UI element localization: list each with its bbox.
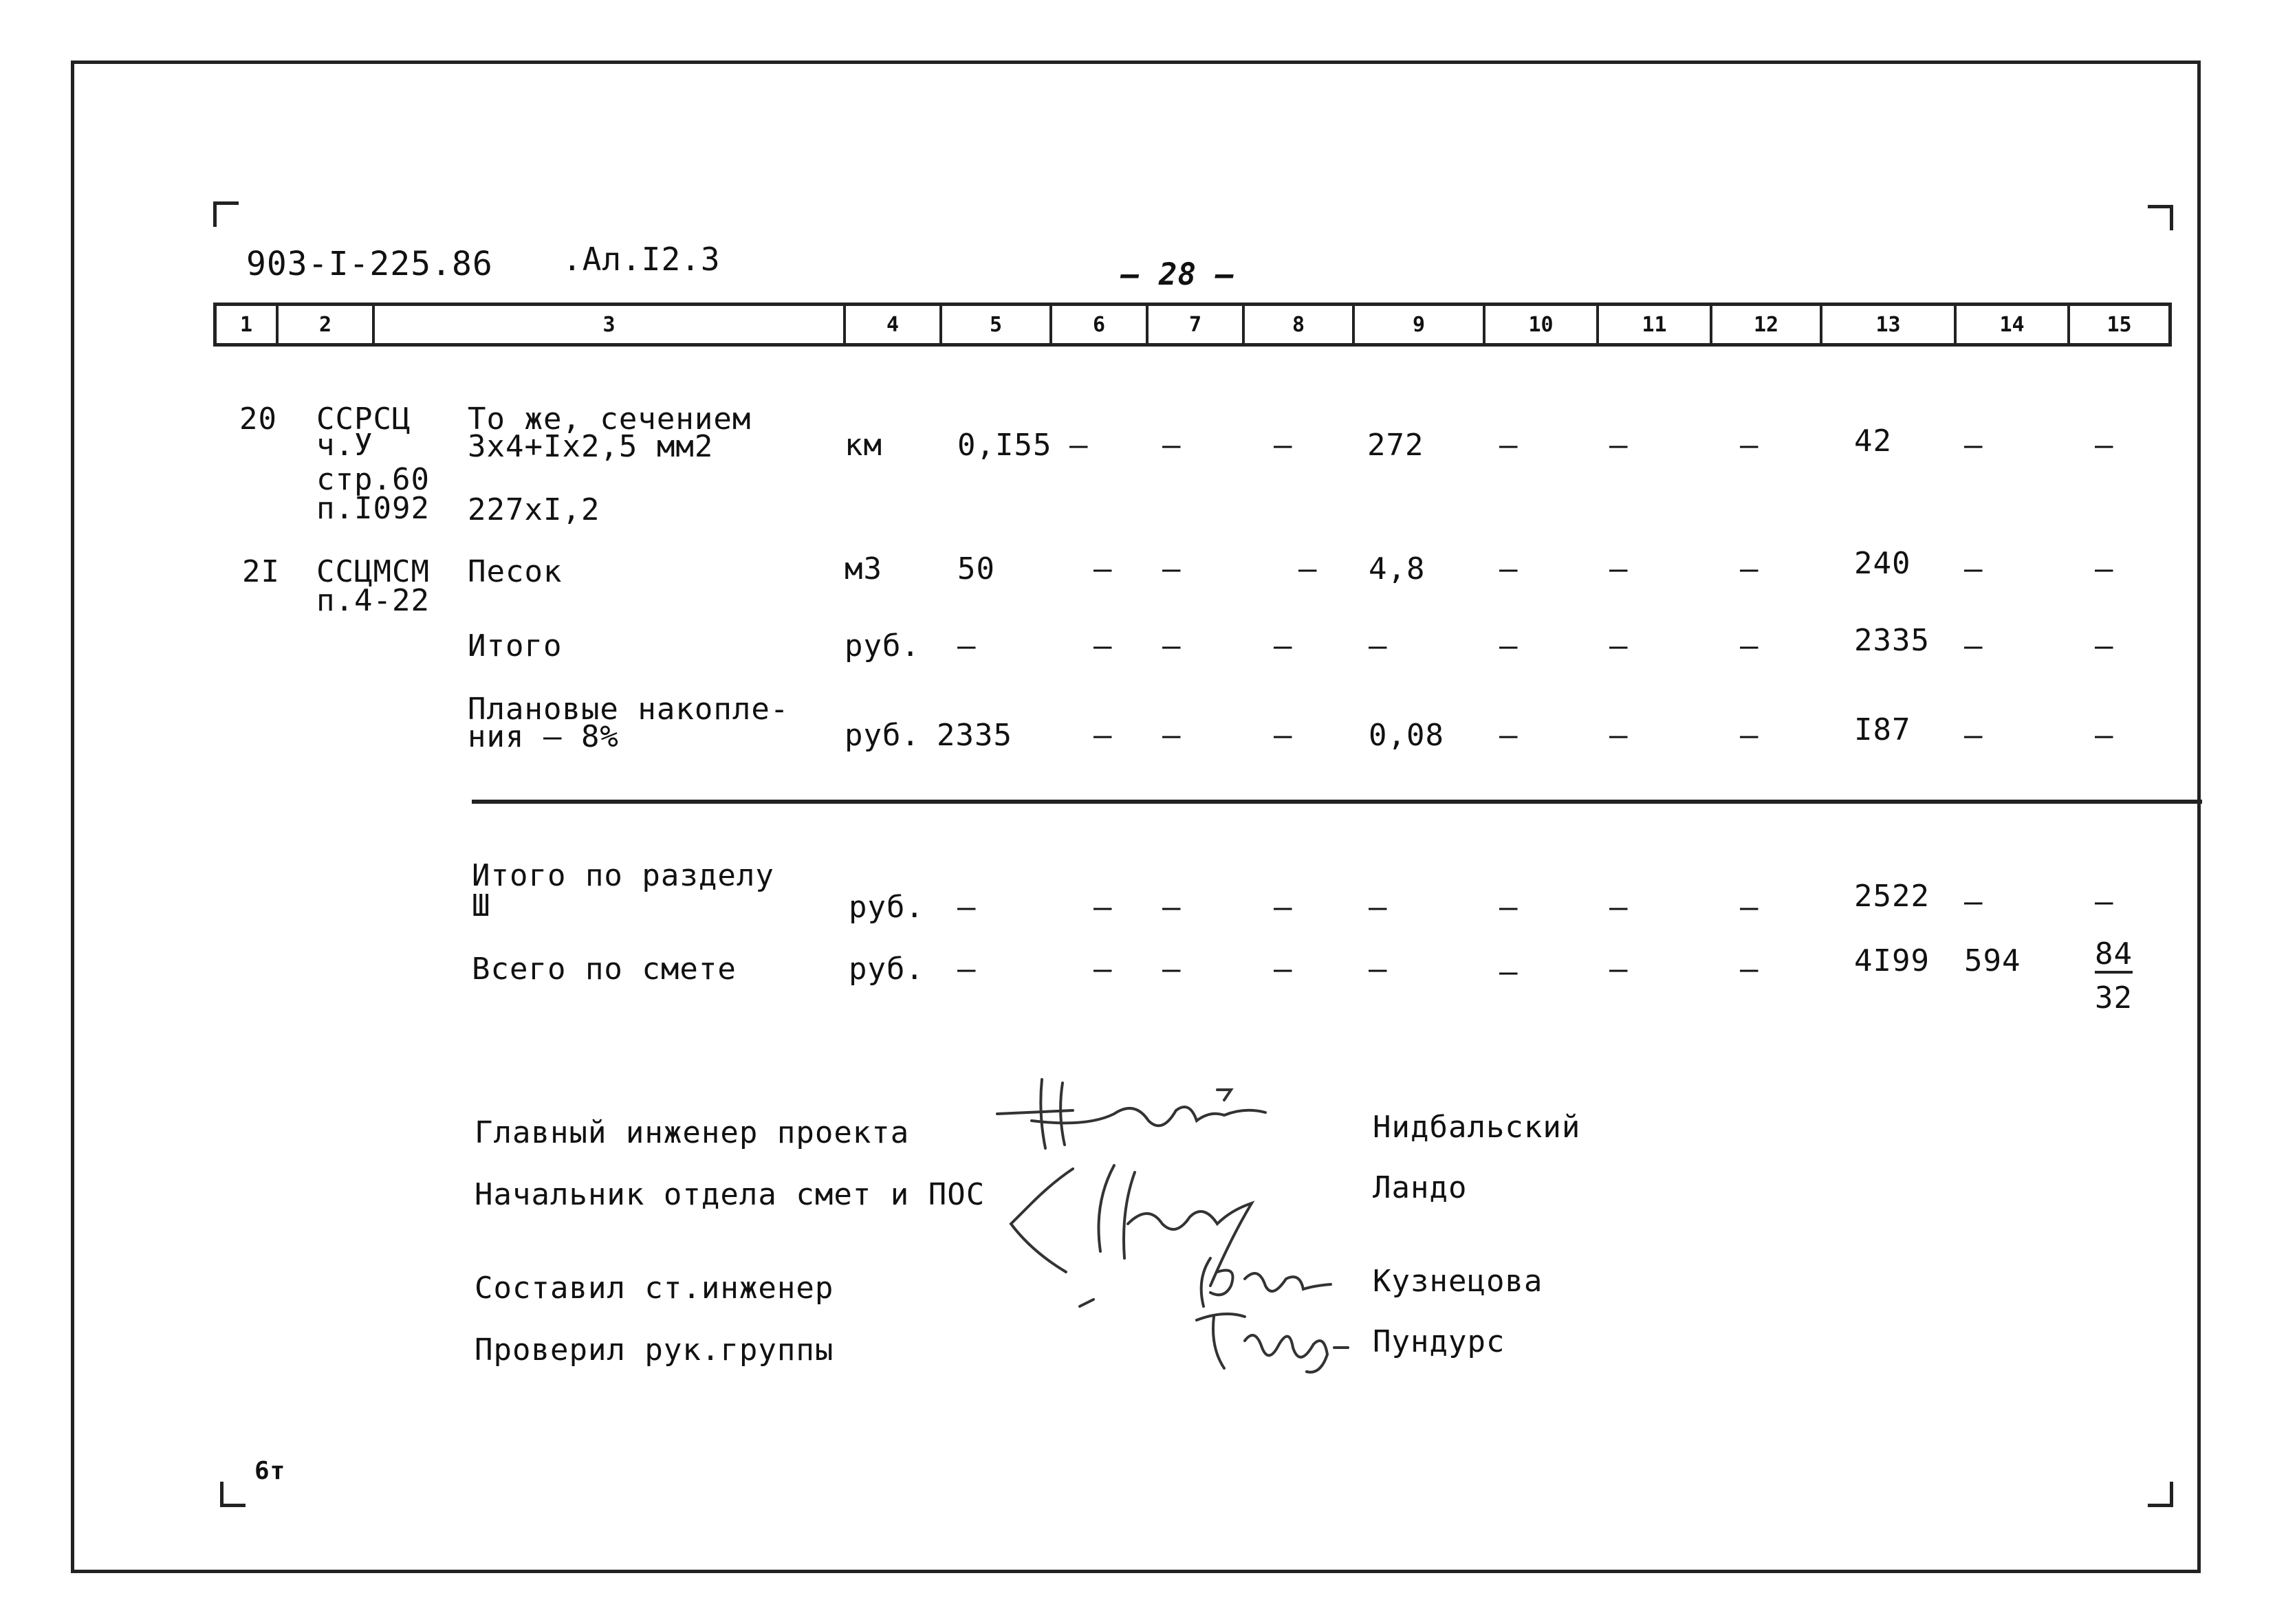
quantity: 0,I55: [957, 428, 1052, 463]
cell-7: –: [1162, 890, 1182, 925]
column-header: 7: [1149, 306, 1245, 343]
cell-8: –: [1274, 890, 1293, 925]
cell-6: –: [1093, 718, 1113, 753]
item-name: ния – 8%: [468, 719, 619, 754]
quantity: –: [957, 890, 977, 925]
cell-11: –: [1609, 428, 1629, 463]
cell-14: –: [1964, 628, 1983, 663]
unit-price: 0,08: [1369, 718, 1444, 753]
column-header: 3: [375, 306, 846, 343]
total: 42: [1854, 424, 1892, 459]
column-header: 9: [1355, 306, 1485, 343]
cell-7: –: [1162, 551, 1182, 586]
corner-mark-top-right: [2148, 205, 2173, 230]
item-name: 3х4+Iх2,5 мм2: [468, 429, 714, 464]
cell-11: –: [1609, 890, 1629, 925]
row-number: 2I: [242, 554, 280, 589]
cell-8: –: [1274, 628, 1293, 663]
signature-name: Пундурс: [1373, 1324, 1505, 1359]
handwritten-signature-compiler: [1183, 1251, 1348, 1313]
column-header-row: [213, 303, 2172, 347]
corner-mark-top-left: [213, 201, 239, 227]
cell-11: –: [1609, 718, 1629, 753]
cell-15: –: [2095, 884, 2114, 919]
source-ref: ч.У: [316, 428, 373, 463]
column-header: 11: [1599, 306, 1712, 343]
item-name: Ш: [472, 888, 491, 923]
document-code: 903-I-225.86: [246, 245, 493, 283]
column-header: 13: [1822, 306, 1957, 343]
unit: руб.: [849, 952, 924, 987]
total: 4I99: [1854, 943, 1930, 978]
total: I87: [1854, 712, 1911, 747]
column-header: 6: [1052, 306, 1149, 343]
signature-role: Составил ст.инженер: [475, 1271, 834, 1306]
handwritten-signature-chief-engineer: [990, 1073, 1293, 1162]
signature-role: Проверил рук.группы: [475, 1332, 834, 1368]
cell-14: –: [1964, 428, 1983, 463]
cell-10: –: [1499, 718, 1519, 753]
cell-15: –: [2095, 718, 2114, 753]
cell-7: –: [1162, 428, 1182, 463]
cell-6: –: [1069, 428, 1089, 463]
cell-15: –: [2095, 551, 2114, 586]
cell-14: –: [1964, 884, 1983, 919]
cell-12: –: [1740, 718, 1759, 753]
cell-10: –: [1499, 628, 1519, 663]
cell-6: –: [1093, 890, 1113, 925]
section-divider: [472, 800, 2202, 804]
cell-14: –: [1964, 551, 1983, 586]
unit: руб.: [845, 628, 920, 663]
cell-12: –: [1740, 890, 1759, 925]
item-name: Всего по смете: [472, 952, 737, 987]
column-header: 12: [1712, 306, 1822, 343]
unit: руб.: [845, 718, 920, 753]
cell-8: –: [1298, 551, 1318, 586]
handwritten-signature-group-lead: [1190, 1306, 1355, 1382]
source-ref: ССРСЦ: [316, 402, 411, 437]
signature-name: Нидбальский: [1373, 1110, 1581, 1145]
item-name: Итого: [468, 628, 563, 663]
total: 2522: [1854, 879, 1930, 914]
cell-10: –: [1499, 551, 1519, 586]
sheet-mark: 6т: [254, 1457, 286, 1485]
column-header: 5: [942, 306, 1052, 343]
cell-8: –: [1274, 718, 1293, 753]
unit: руб.: [849, 890, 924, 925]
unit-price: 272: [1367, 428, 1424, 463]
corner-mark-bottom-left: [220, 1482, 246, 1507]
cell-10: –: [1499, 954, 1519, 989]
quantity: –: [957, 952, 977, 987]
signature-role: Начальник отдела смет и ПОС: [475, 1177, 986, 1212]
column-header: 14: [1957, 306, 2070, 343]
cell-12: –: [1740, 551, 1759, 586]
column-header: 10: [1485, 306, 1599, 343]
cell-8: –: [1274, 428, 1293, 463]
cell-11: –: [1609, 952, 1629, 987]
album-number: .Ал.I2.3: [563, 241, 721, 278]
cell-11: –: [1609, 551, 1629, 586]
unit: м3: [845, 551, 882, 586]
cell-6: –: [1093, 952, 1113, 987]
corner-mark-bottom-right: [2148, 1482, 2173, 1507]
source-ref: стр.60: [316, 462, 430, 497]
quantity: 50: [957, 551, 995, 586]
source-ref: п.I092: [316, 491, 430, 526]
source-ref: ССЦМСМ: [316, 554, 430, 589]
cell-11: –: [1609, 628, 1629, 663]
signature-name: Кузнецова: [1373, 1264, 1543, 1299]
item-calc: 227хI,2: [468, 492, 600, 527]
page-number: — 28 —: [1121, 257, 1234, 292]
cell-6: –: [1093, 628, 1113, 663]
total: 240: [1854, 546, 1911, 581]
cell-7: –: [1162, 628, 1182, 663]
item-name: Плановые накопле-: [468, 692, 790, 727]
column-header: 4: [846, 306, 942, 343]
column-header: 15: [2107, 312, 2132, 337]
column-header: 1: [217, 306, 279, 343]
cell-15-numerator: 84: [2095, 939, 2133, 974]
unit-price: 4,8: [1369, 551, 1426, 586]
cell-9: –: [1369, 890, 1388, 925]
cell-8: –: [1274, 952, 1293, 987]
cell-12: –: [1740, 428, 1759, 463]
cell-9: –: [1369, 952, 1388, 987]
row-number: 20: [239, 402, 277, 437]
cell-15: –: [2095, 428, 2114, 463]
cell-15-denominator: 32: [2095, 980, 2133, 1016]
source-ref: п.4-22: [316, 583, 430, 618]
cell-14: –: [1964, 718, 1983, 753]
column-header: 2: [279, 306, 375, 343]
quantity: –: [957, 628, 977, 663]
signature-name: Ландо: [1373, 1170, 1468, 1205]
item-name: Песок: [468, 554, 563, 589]
quantity: 2335: [937, 718, 1012, 753]
cell-14: 594: [1964, 943, 2021, 978]
column-header: 8: [1245, 306, 1355, 343]
cell-12: –: [1740, 628, 1759, 663]
cell-7: –: [1162, 952, 1182, 987]
unit: км: [845, 428, 882, 463]
cell-15: –: [2095, 628, 2114, 663]
cell-10: –: [1499, 428, 1519, 463]
signature-role: Главный инженер проекта: [475, 1115, 910, 1150]
cell-6: –: [1093, 551, 1113, 586]
cell-10: –: [1499, 890, 1519, 925]
total: 2335: [1854, 623, 1930, 658]
cell-7: –: [1162, 718, 1182, 753]
item-name: То же, сечением: [468, 402, 752, 437]
item-name: Итого по разделу: [472, 858, 774, 893]
cell-9: –: [1369, 628, 1388, 663]
cell-12: –: [1740, 952, 1759, 987]
